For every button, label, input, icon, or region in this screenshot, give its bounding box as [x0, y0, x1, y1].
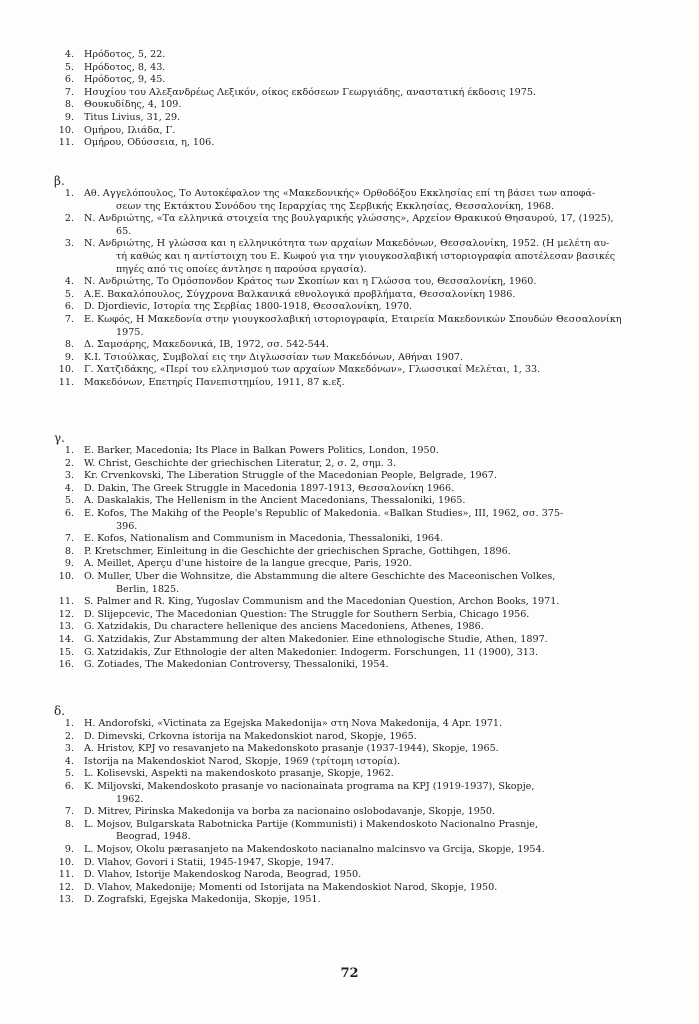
reference-entry	[44, 301, 674, 314]
reference-text: Θουκυδίδης, 4, 109.	[84, 99, 182, 111]
reference-entry	[44, 339, 674, 352]
reference-entry	[44, 806, 674, 819]
reference-number: 13.	[58, 894, 74, 906]
reference-number: 12.	[58, 881, 74, 893]
reference-number: 10.	[58, 124, 74, 136]
reference-number: 9.	[64, 351, 74, 363]
reference-text: 65.	[116, 225, 132, 237]
reference-entry	[44, 609, 674, 622]
reference-text: σεων της Εκτάκτου Συνόδου της Ιεραρχίας της Σερβικής Εκκλησίας, Θεσσαλονίκη, 1968.	[116, 200, 555, 212]
reference-entry-continuation	[44, 584, 674, 597]
reference-text: Ησυχίου του Αλεξανδρέως Λεξικόν, οίκος εκδόσεων Γεωργιάδης, αναστατική έκδοσις 1975.	[84, 86, 537, 98]
reference-number: 5.	[64, 768, 74, 780]
reference-text: Αθ. Αγγελόπουλος, Το Αυτοκέφαλον της «Μακεδονικής» Ορθοδόξου Εκκλησίας επί τη βάσει των αποφά-	[84, 188, 596, 199]
section-alpha-references	[44, 49, 674, 150]
reference-entry	[44, 718, 674, 731]
reference-number: 9.	[64, 843, 74, 855]
reference-entry	[44, 869, 674, 882]
reference-text: Istorija na Makendoskiot Narod, Skopje, 1969 (τρίτομη ιστορία).	[84, 755, 401, 767]
reference-text: D. Dimevski, Crkovna istorija na Makedonskiot narod, Skopje, 1965.	[84, 730, 417, 742]
section-letter: β.	[54, 174, 65, 188]
reference-text: Berlin, 1825.	[116, 583, 180, 595]
reference-entry	[44, 238, 674, 251]
reference-entry	[44, 894, 674, 907]
reference-text: πηγές από τις οποίες άντλησε η παρούσα εργασία).	[116, 263, 367, 275]
reference-text: A. Meillet, Aperçu d'une histoire de la langue grecque, Paris, 1920.	[84, 558, 412, 570]
reference-number: 11.	[58, 137, 74, 149]
reference-text: 396.	[116, 520, 138, 532]
reference-text: Α.Ε. Βακαλόπουλος, Σύγχρονα Βαλκανικά εθνολογικά προβλήματα, Θεσσαλονίκη 1986.	[84, 288, 516, 300]
reference-number: 4.	[64, 482, 74, 494]
reference-number: 4.	[64, 276, 74, 288]
reference-entry-continuation	[44, 226, 674, 239]
reference-entry	[44, 731, 674, 744]
reference-entry	[44, 112, 674, 125]
reference-text: E. Kofos, Nationalism and Communism in Macedonia, Thessaloniki, 1964.	[84, 533, 444, 545]
reference-number: 13.	[58, 621, 74, 633]
reference-entry	[44, 364, 674, 377]
reference-entry	[44, 483, 674, 496]
reference-text: L. Mojsov, Okolu pærasanjeto na Makendoskoto nacianalno malcinsvo va Grcija, Skopje, 1954.	[84, 843, 545, 855]
reference-number: 1.	[64, 718, 74, 729]
reference-number: 10.	[58, 570, 74, 582]
reference-number: 6.	[64, 780, 74, 792]
reference-text: Ν. Ανδριώτης, «Τα ελληνικά στοιχεία της βουλγαρικής γλώσσης», Αρχείον Θρακικού Θησαυρού, 17, (1925),	[84, 213, 614, 225]
reference-entry	[44, 137, 674, 150]
reference-number: 6.	[64, 507, 74, 519]
reference-entry	[44, 857, 674, 870]
reference-text: H. Andorofski, «Victinata za Egejska Makedonija» στη Nova Makedonija, 4 Apr. 1971.	[84, 718, 503, 729]
reference-number: 11.	[58, 376, 74, 388]
reference-entry	[44, 62, 674, 75]
reference-text: E. Kofos, The Makihg of the People's Republic of Makedonia. «Balkan Studies», III, 1962, σσ. 375-	[84, 507, 564, 519]
reference-text: S. Palmer and R. King, Yugoslav Communism and the Macedonian Question, Archon Books, 1971.	[84, 596, 560, 608]
reference-entry	[44, 458, 674, 471]
reference-entry	[44, 445, 674, 458]
reference-text: G. Xatzidakis, Zur Ethnologie der alten Makedonier. Indogerm. Forschungen, 11 (1900), 313.	[84, 646, 539, 658]
reference-text: A. Daskalakis, The Hellenism in the Ancient Macedonians, Thessaloniki, 1965.	[84, 495, 466, 507]
reference-entry	[44, 571, 674, 584]
reference-entry	[44, 634, 674, 647]
reference-entry	[44, 844, 674, 857]
reference-number: 8.	[64, 99, 74, 111]
reference-number: 16.	[58, 659, 74, 671]
reference-text: L. Mojsov, Bulgarskata Rabotnicka Partije (Kommunisti) i Makendoskoto Nacionalno Prasnje,	[84, 818, 539, 830]
reference-text: Beograd, 1948.	[116, 831, 191, 843]
reference-text: D. Vlahov, Govori i Statii, 1945-1947, Skopje, 1947.	[84, 856, 334, 868]
reference-text: E. Barker, Macedonia; Its Place in Balkan Powers Politics, London, 1950.	[84, 445, 439, 456]
reference-text: Κ.Ι. Τσιούλκας, Συμβολαί εις την Διγλωσσίαν των Μακεδόνων, Αθήναι 1907.	[84, 351, 464, 363]
reference-number: 7.	[64, 313, 74, 325]
reference-number: 3.	[64, 743, 74, 755]
reference-entry-continuation	[44, 251, 674, 264]
reference-entry	[44, 756, 674, 769]
section-delta-references	[44, 705, 674, 907]
reference-text: D. Zografski, Egejska Makedonija, Skopje, 1951.	[84, 894, 321, 906]
reference-text: D. Mitrev, Pirinska Makedonija va borba za nacionaino oslobodavanje, Skopje, 1950.	[84, 806, 496, 818]
reference-entry	[44, 74, 674, 87]
reference-number: 2.	[64, 457, 74, 469]
reference-entry	[44, 289, 674, 302]
reference-entry-continuation	[44, 521, 674, 534]
reference-text: Ηρόδοτος, 5, 22.	[84, 49, 166, 60]
reference-text: O. Muller, Uber die Wohnsitze, die Abstammung die altere Geschichte des Maceonischen Volkes,	[84, 570, 556, 582]
reference-entry	[44, 49, 674, 62]
reference-entry	[44, 647, 674, 660]
reference-entry	[44, 768, 674, 781]
reference-entry	[44, 743, 674, 756]
reference-number: 4.	[64, 755, 74, 767]
reference-number: 8.	[64, 545, 74, 557]
reference-text: G. Xatzidakis, Zur Abstammung der alten Makedonier. Eine ethnologische Studie, Athen, 1897.	[84, 633, 548, 645]
reference-text: L. Kolisevski, Aspekti na makendoskoto prasanje, Skopje, 1962.	[84, 768, 394, 780]
reference-text: Ηρόδοτος, 8, 43.	[84, 61, 166, 73]
reference-entry-continuation	[44, 201, 674, 214]
reference-entry-continuation	[44, 264, 674, 277]
reference-number: 8.	[64, 339, 74, 351]
reference-number: 7.	[64, 533, 74, 545]
reference-number: 7.	[64, 86, 74, 98]
reference-text: Ηρόδοτος, 9, 45.	[84, 74, 166, 86]
section-beta-references	[44, 175, 674, 390]
reference-text: D. Vlahov, Istorije Makendoskog Naroda, Beograd, 1950.	[84, 869, 362, 881]
reference-entry	[44, 495, 674, 508]
section-gamma-references	[44, 432, 674, 672]
reference-entry	[44, 781, 674, 794]
reference-entry	[44, 882, 674, 895]
section-letter: γ.	[54, 431, 65, 445]
page-number: 72	[340, 966, 359, 981]
reference-text: G. Zotiades, The Makedonian Controversy, Thessaloniki, 1954.	[84, 659, 389, 671]
reference-text: A. Hristov, KPJ vo resavanjeto na Makedonskoto prasanje (1937-1944), Skopje, 1965.	[84, 743, 499, 755]
reference-number: 7.	[64, 806, 74, 818]
reference-number: 8.	[64, 818, 74, 830]
reference-number: 2.	[64, 730, 74, 742]
reference-text: Ε. Κωφός, Η Μακεδονία στην γιουγκοσλαβική ιστοριογραφία, Εταιρεία Μακεδονικών Σπουδών Θεσσαλονίκη	[84, 313, 622, 325]
reference-entry	[44, 87, 674, 100]
reference-entry	[44, 508, 674, 521]
reference-entry	[44, 621, 674, 634]
reference-number: 9.	[64, 558, 74, 570]
reference-text: Γ. Χατζιδάκης, «Περί του ελληνισμού των αρχαίων Μακεδόνων», Γλωσσικαί Μελέται, 1, 33.	[84, 364, 541, 376]
reference-text: 1962.	[116, 793, 144, 805]
reference-entry-continuation	[44, 831, 674, 844]
reference-number: 5.	[64, 495, 74, 507]
reference-entry	[44, 213, 674, 226]
reference-number: 6.	[64, 74, 74, 86]
reference-number: 9.	[64, 111, 74, 123]
reference-text: W. Christ, Geschichte der griechischen Literatur, 2, σ. 2, σημ. 3.	[84, 457, 397, 469]
reference-entry	[44, 533, 674, 546]
reference-entry	[44, 188, 674, 201]
reference-entry	[44, 352, 674, 365]
reference-entry	[44, 819, 674, 832]
reference-number: 3.	[64, 470, 74, 482]
reference-entry	[44, 546, 674, 559]
reference-entry	[44, 470, 674, 483]
reference-number: 6.	[64, 301, 74, 313]
reference-number: 5.	[64, 288, 74, 300]
reference-text: Μακεδόνων, Επετηρίς Πανεπιστημίου, 1911, 87 κ.εξ.	[84, 376, 345, 388]
reference-number: 1.	[64, 188, 74, 199]
reference-entry	[44, 596, 674, 609]
reference-text: D. Slijepcevic, The Macedonian Question: The Struggle for Southern Serbia, Chicago 1956.	[84, 608, 530, 620]
reference-text: D. Dakin, The Greek Struggle in Macedonia 1897-1913, Θεσσαλονίκη 1966.	[84, 482, 455, 494]
reference-entry-continuation	[44, 327, 674, 340]
reference-text: Kr. Crvenkovski, The Liberation Struggle of the Macedonian People, Belgrade, 1967.	[84, 470, 497, 482]
reference-entry	[44, 659, 674, 672]
reference-number: 11.	[58, 596, 74, 608]
reference-entry	[44, 558, 674, 571]
reference-number: 10.	[58, 856, 74, 868]
reference-text: Δ. Σαμσάρης, Μακεδονικά, ΙΒ, 1972, σσ. 542-544.	[84, 339, 329, 351]
reference-text: D. Vlahov, Makedonije; Momenti od Istorijata na Makendoskiot Narod, Skopje, 1950.	[84, 881, 498, 893]
reference-entry	[44, 99, 674, 112]
reference-text: Ομήρου, Οδύσσεια, η, 106.	[84, 137, 215, 149]
reference-text: Ν. Ανδριώτης, Το Ομόσπονδον Κράτος των Σκοπίων και η Γλώσσα του, Θεσσαλονίκη, 1960.	[84, 276, 537, 288]
reference-number: 10.	[58, 364, 74, 376]
reference-entry-continuation	[44, 794, 674, 807]
reference-number: 1.	[64, 445, 74, 456]
reference-text: τή καθώς και η αντίστοιχη του Ε. Κωφού για την γιουγκοσλαβική ιστοριογραφία αποτέλεσαν βασικές	[116, 250, 616, 262]
reference-number: 4.	[64, 49, 74, 60]
reference-entry	[44, 276, 674, 289]
reference-text: P. Kretschmer, Einleitung in die Geschichte der griechischen Sprache, Gottihgen, 1896.	[84, 545, 511, 557]
reference-entry	[44, 314, 674, 327]
section-letter: δ.	[54, 704, 66, 718]
reference-text: Ν. Ανδριώτης, Η γλώσσα και η ελληνικότητα των αρχαίων Μακεδόνων, Θεσσαλονίκη, 1952. (Η μελέτη αυ-	[84, 238, 610, 250]
reference-text: K. Miljovski, Makendoskoto prasanje vo nacionainata programa na KPJ (1919-1937), Skopje,	[84, 780, 535, 792]
reference-text: Titus Livius, 31, 29.	[84, 111, 181, 123]
reference-number: 11.	[58, 869, 74, 881]
reference-number: 2.	[64, 213, 74, 225]
reference-text: Ομήρου, Ιλιάδα, Γ.	[84, 124, 176, 136]
reference-number: 15.	[58, 646, 74, 658]
reference-number: 12.	[58, 608, 74, 620]
reference-text: 1975.	[116, 326, 144, 338]
reference-entry	[44, 125, 674, 138]
reference-number: 3.	[64, 238, 74, 250]
reference-number: 5.	[64, 61, 74, 73]
reference-text: D. Djordievic, Ιστορία της Σερβίας 1800-1918, Θεσσαλονίκη, 1970.	[84, 301, 413, 313]
reference-text: G. Xatzidakis, Du charactere hellenique des anciens Macedoniens, Athenes, 1986.	[84, 621, 484, 633]
reference-entry	[44, 377, 674, 390]
reference-number: 14.	[58, 633, 74, 645]
